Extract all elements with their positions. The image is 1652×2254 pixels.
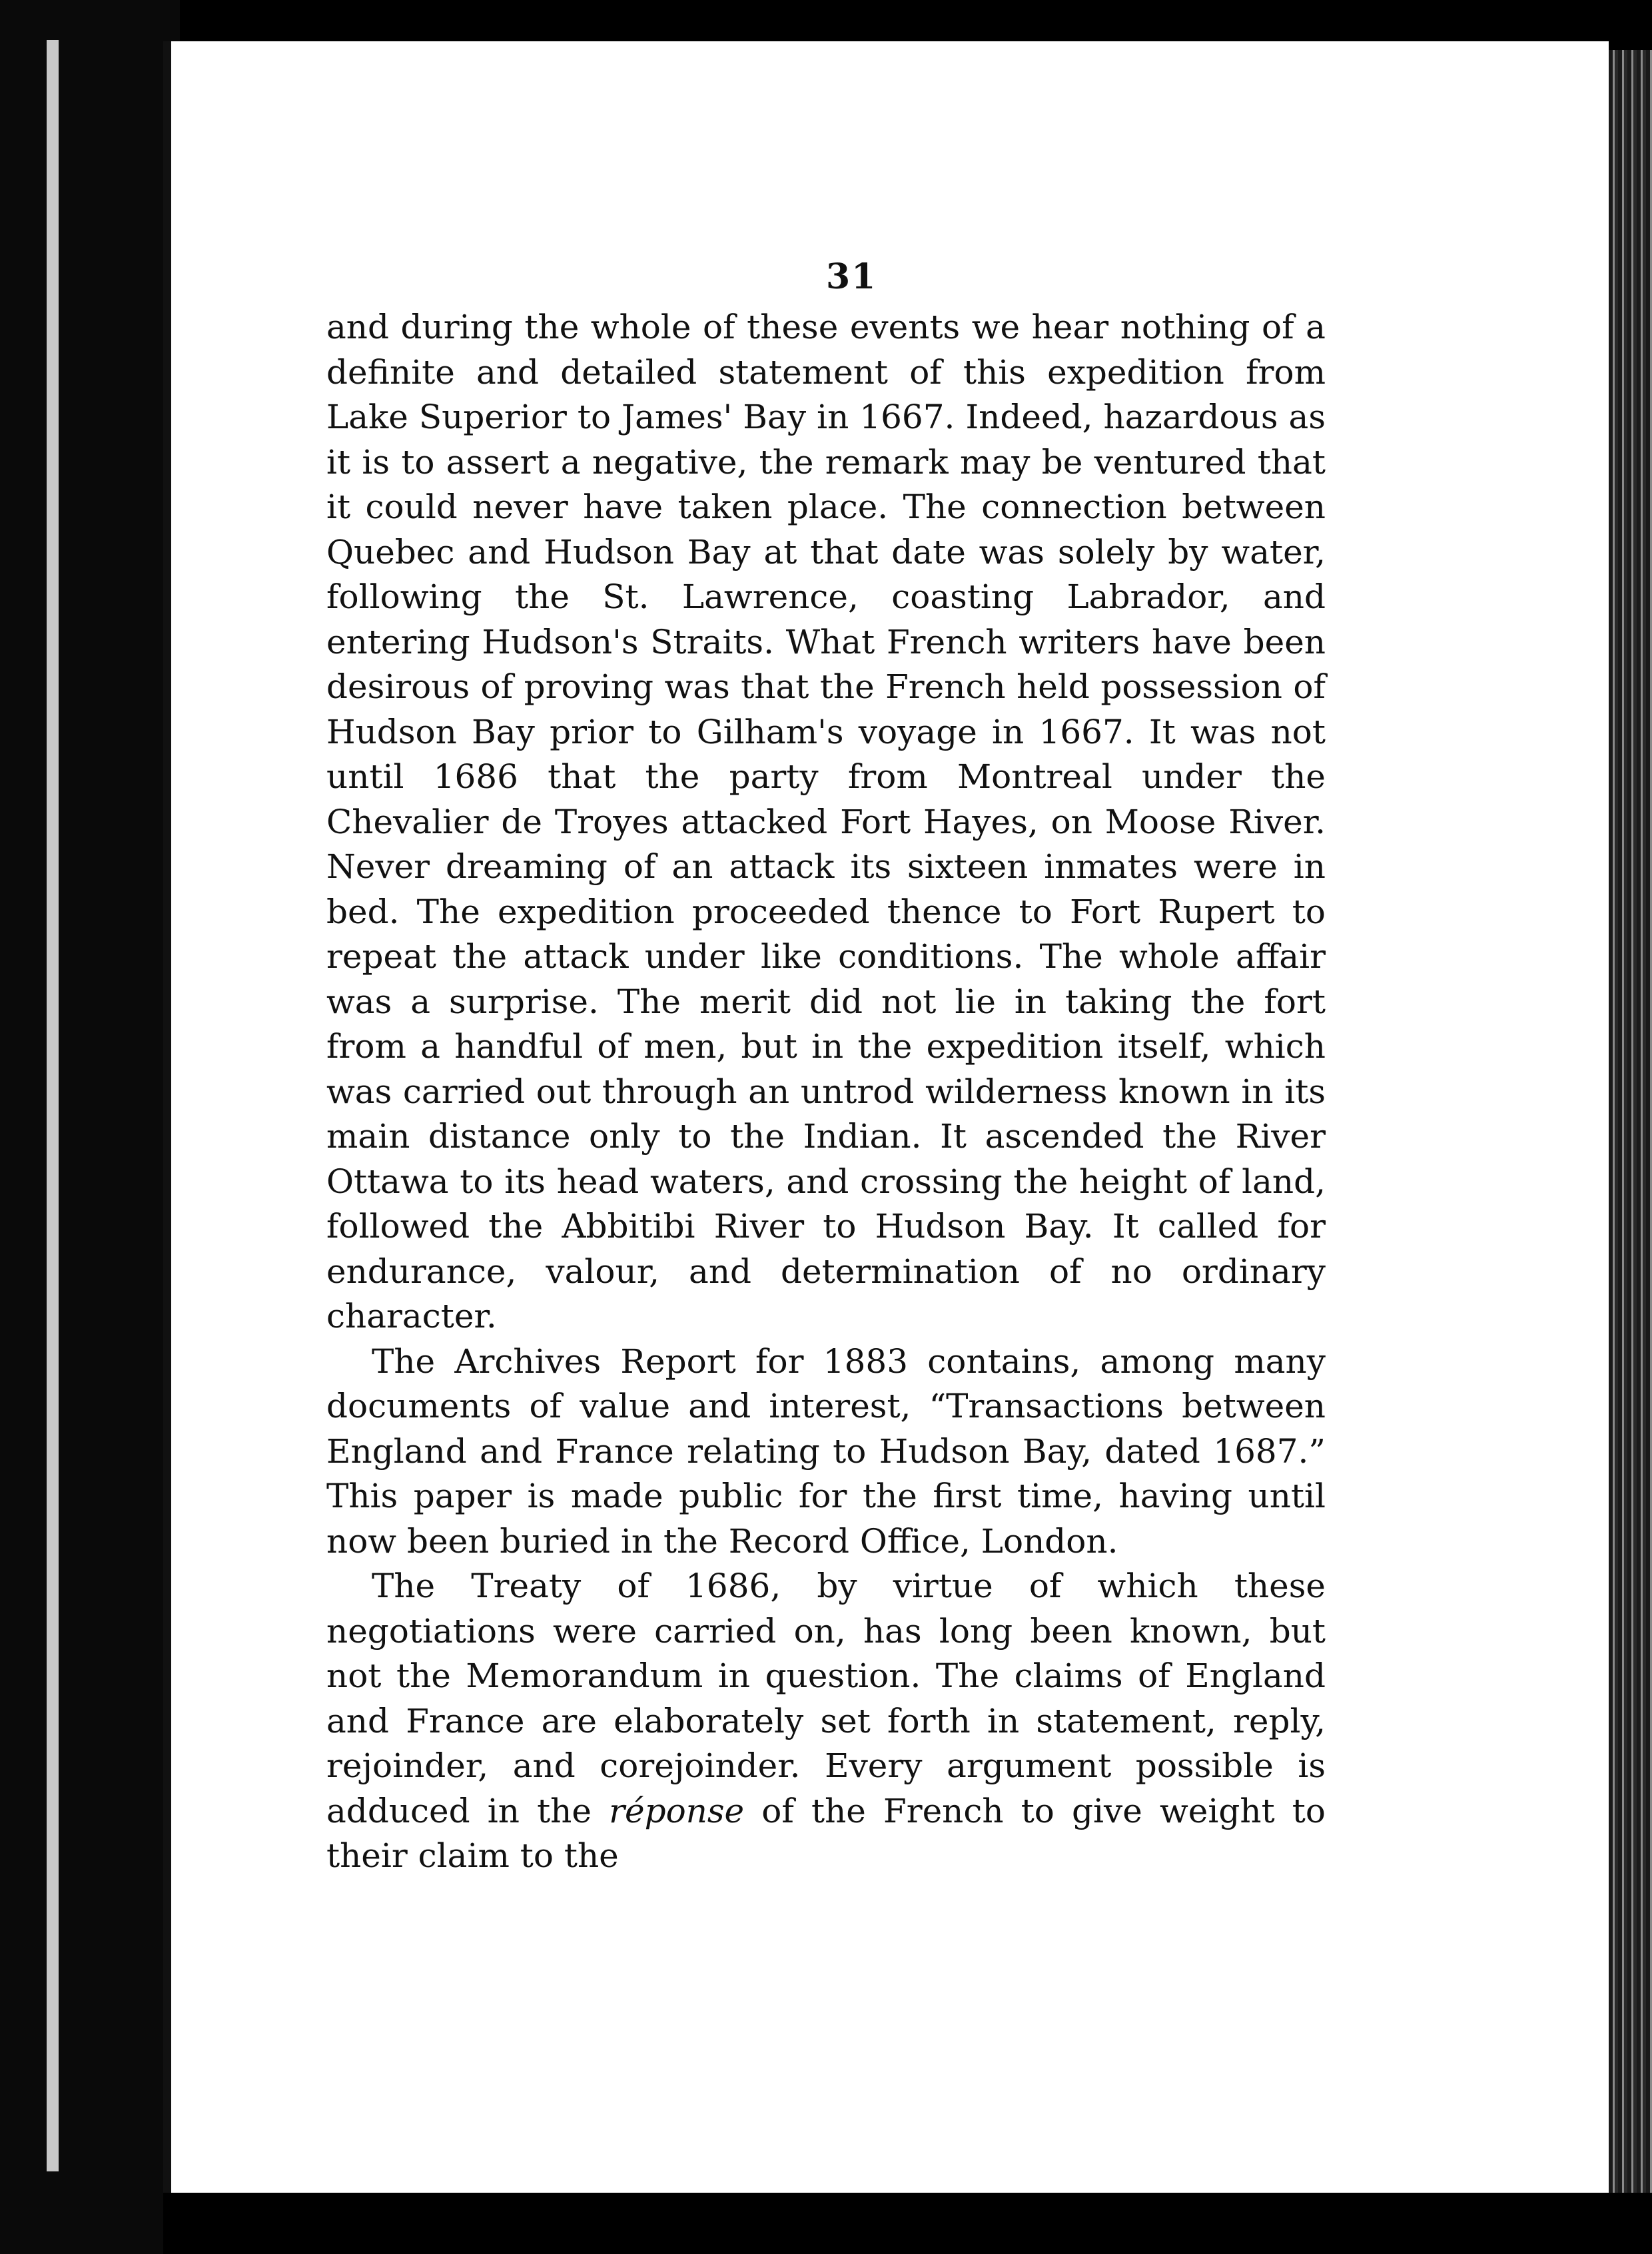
scan-background-left [0, 0, 180, 2254]
scan-background-bottom [163, 2193, 1652, 2254]
page-gutter [163, 41, 171, 2193]
scan-edge-strip [47, 40, 59, 2171]
body-text [326, 305, 1326, 1879]
italic-word-reponse: réponse [609, 1791, 745, 1830]
book-page-edges [1609, 50, 1652, 2201]
paragraph-3-start: The Treaty of 1686, by virtue of which these negotiations were carried on, has long been known, but not the Memorandum in question. The claims of England and France are elaborately set forth in statement, reply, rejoinder, and corejoinder. Every argument possible is adduced in the [326, 1567, 1326, 1830]
page-number: 31 [826, 256, 877, 297]
paragraph-3 [326, 1564, 1326, 1879]
paragraph-3-end: of the French to give weight to their claim to the [326, 1791, 1326, 1875]
paragraph-1: and during the whole of these events we hear nothing of a definite and detailed statement of this expedition from Lake Superior to James' Bay in 1667. Indeed, hazardous as it is to assert a negative, the remark may be ventured that it could never have taken place. The connection between Quebec and Hudson Bay at that date was solely by water, following the St. Lawrence, coasting Labrador, and entering Hudson's Straits. What French writers have been desirous of proving was that the French held possession of Hudson Bay prior to Gilham's voyage in 1667. It was not until 1686 that the party from Montreal under the Chevalier de Troyes attacked Fort Hayes, on Moose River. Never dreaming of an attack its sixteen inmates were in bed. The expedition proceeded thence to Fort Rupert to repeat the attack under like conditions. The whole affair was a surprise. The merit did not lie in taking the fort from a handful of men, but in the expedition itself, which was carried out through an untrod wilderness known in its main distance only to the Indian. It ascended the River Ottawa to its head waters, and crossing the height of land, followed the Abbitibi River to Hudson Bay. It called for endurance, valour, and determination of no ordinary character. [326, 308, 1326, 1335]
paragraph-2: The Archives Report for 1883 contains, among many documents of value and interest, “Transactions between England and France relating to Hudson Bay, dated 1687.” This paper is made public for the first time, having until now been buried in the Record Office, London. [326, 1341, 1326, 1561]
